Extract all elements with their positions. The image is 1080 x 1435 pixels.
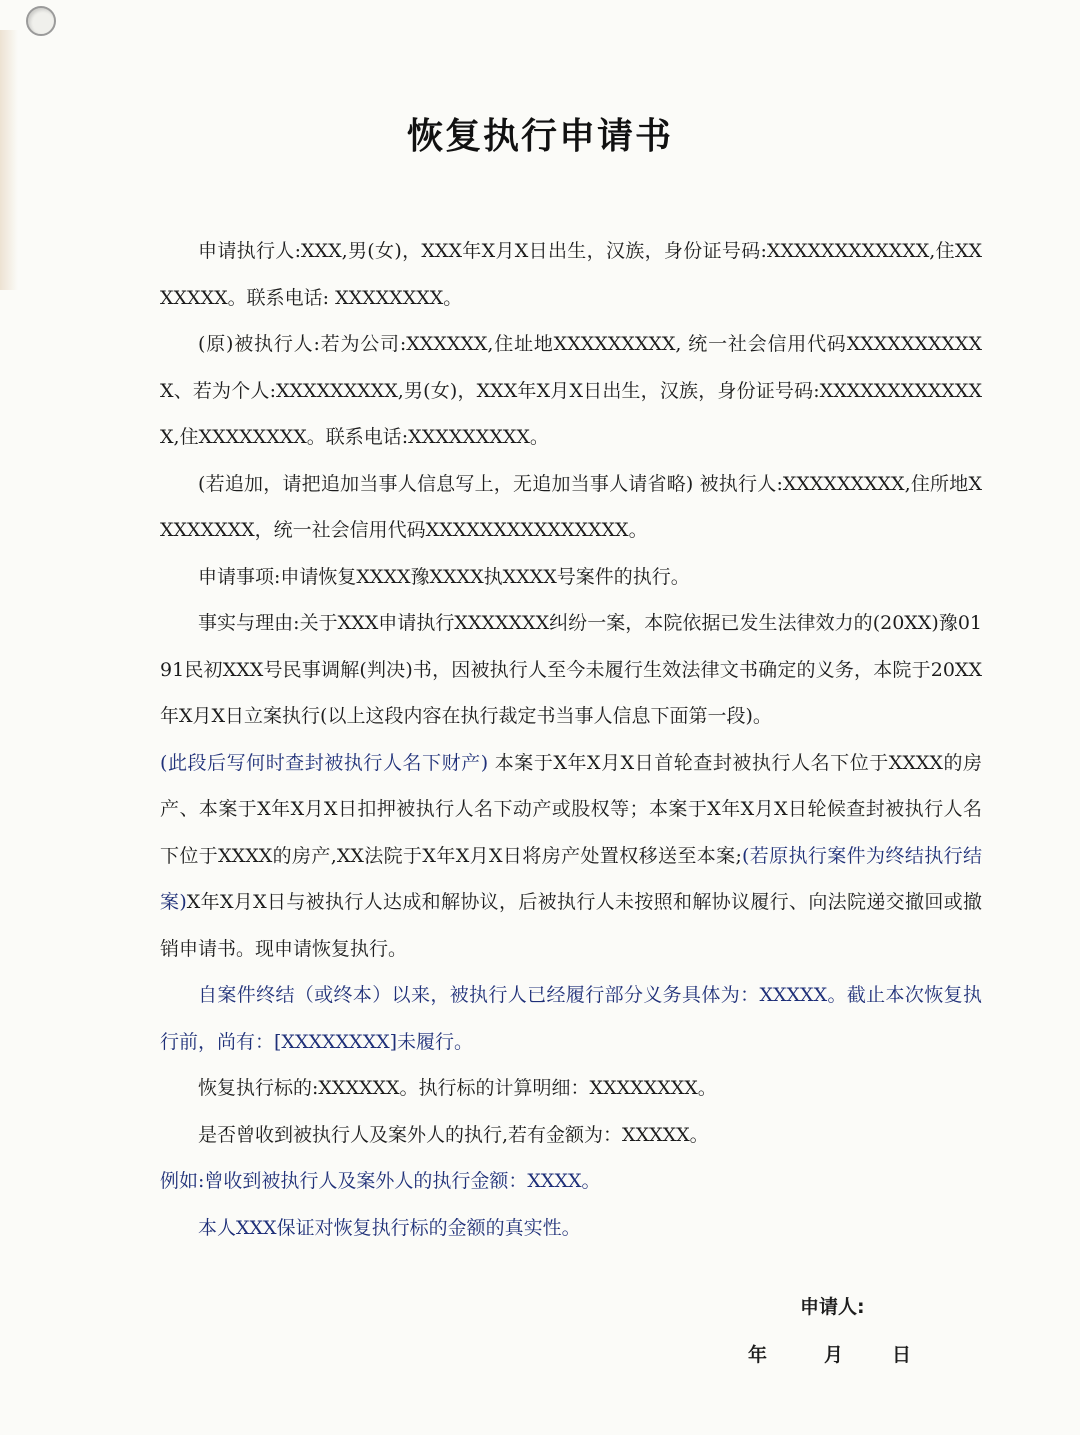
paragraph-added-party: (若追加，请把追加当事人信息写上，无追加当事人请省略) 被执行人:XXXXXXXXX,住所地XXXXXXXX，统一社会信用代码XXXXXXXXXXXXXXX。 [160, 472, 982, 541]
settlement-text: X年X月X日与被执行人达成和解协议，后被执行人未按照和解协议履行、向法院递交撤回或撤销申请书。现申请恢复执行。 [160, 891, 982, 960]
paper-stain [0, 30, 18, 290]
signer-label: 申请人: [800, 1296, 865, 1318]
paragraph-subject: 恢复执行标的:XXXXXX。执行标的计算明细：XXXXXXXX。 [198, 1077, 717, 1099]
punch-hole [26, 6, 56, 36]
paragraph-request: 申请事项:申请恢复XXXX豫XXXX执XXXX号案件的执行。 [198, 565, 690, 588]
seizure-note: (此段后写何时查封被执行人名下财产) [160, 751, 489, 774]
paragraph-example: 例如:曾收到被执行人及案外人的执行金额：XXXX。 [160, 1170, 601, 1192]
paragraph-received: 是否曾收到被执行人及案外人的执行,若有金额为：XXXXX。 [198, 1123, 709, 1146]
date-day: 日 [892, 1344, 912, 1366]
paragraph-guarantee: 本人XXX保证对恢复执行标的金额的真实性。 [198, 1216, 581, 1239]
paragraph-respondent: (原)被执行人:若为公司:XXXXXX,住址地XXXXXXXXX, 统一社会信用代码XXXXXXXXXXX、若为个人:XXXXXXXXX,男(女)，XXX年X月X日出生，汉族，身份证号码:XXXXXXXXXXXXX,住XXXXXXXX。联系电话:XXXXXXXXX。 [160, 333, 982, 448]
date-month: 月 [824, 1344, 844, 1366]
settlement-note: (若原执行案件为终结执行结案) [160, 844, 982, 913]
date-line [748, 1340, 948, 1367]
paragraph-facts: 事实与理由:关于XXX申请执行XXXXXXX纠纷一案，本院依据已发生法律效力的(20XX)豫0191民初XXX号民事调解(判决)书，因被执行人至今未履行生效法律文书确定的义务，本院于20XX年X月X日立案执行(以上这段内容在执行裁定书当事人信息下面第一段)。 [160, 612, 982, 727]
paragraph-performance: 自案件终结（或终本）以来，被执行人已经履行部分义务具体为：XXXXX。截止本次恢复执行前，尚有：[XXXXXXXX]未履行。 [160, 984, 982, 1053]
date-year: 年 [748, 1344, 768, 1366]
paragraph-applicant: 申请执行人:XXX,男(女)，XXX年X月X日出生，汉族，身份证号码:XXXXXXXXXXXX,住XXXXXXX。联系电话: XXXXXXXX。 [160, 240, 982, 309]
document-title: 恢复执行申请书 [406, 116, 673, 157]
document-body [160, 228, 982, 1251]
seizure-text: 本案于X年X月X日首轮查封被执行人名下位于XXXX的房产、本案于X年X月X日扣押被执行人名下动产或股权等；本案于X年X月X日轮候查封被执行人名下位于XXXX的房产,XX法院于X年X月X日将房产处置权移送至本案; [160, 751, 983, 867]
paragraph-seizure [160, 740, 982, 973]
